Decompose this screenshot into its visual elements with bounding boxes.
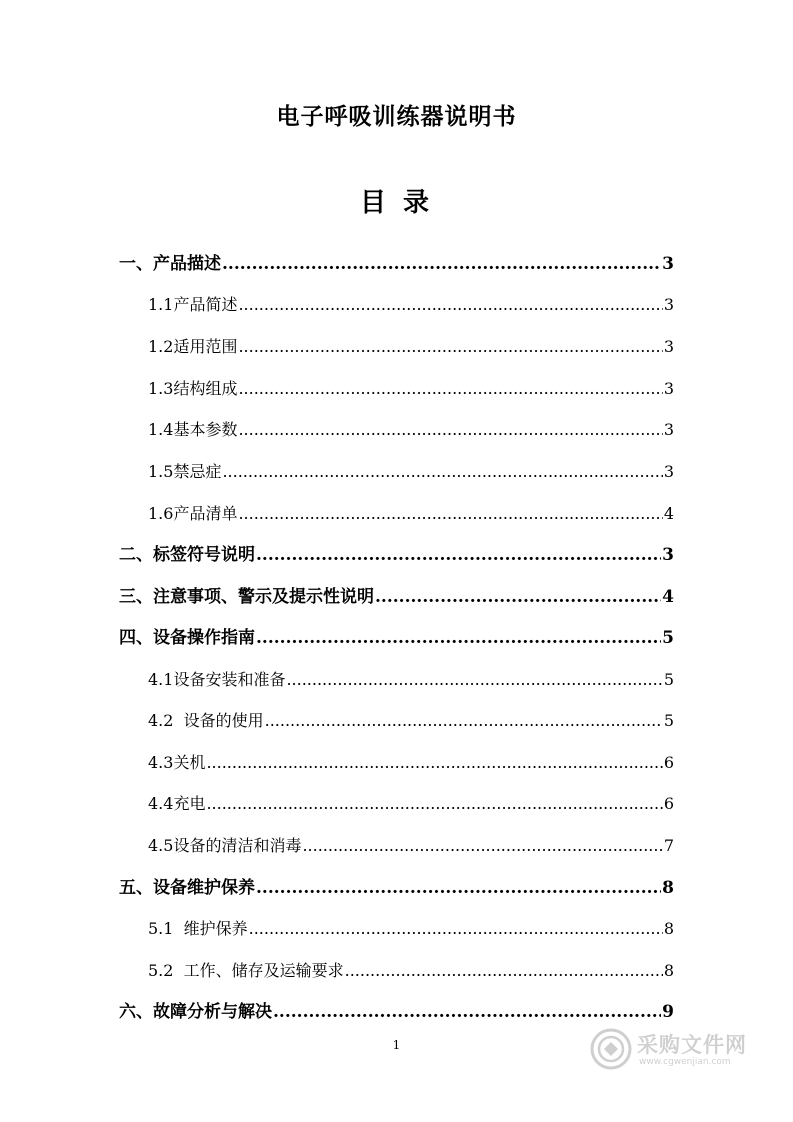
toc-entry-page: 5 <box>662 628 674 648</box>
toc-leader-dots <box>256 542 661 568</box>
toc-leader-dots <box>238 292 662 318</box>
toc-entry-page: 3 <box>662 545 674 565</box>
toc-entry-label: 1.2适用范围 <box>148 337 238 356</box>
toc-entry-page: 4 <box>662 587 674 607</box>
toc-entry[interactable] <box>148 459 674 485</box>
toc-leader-dots <box>286 667 662 693</box>
toc-entry-page: 5 <box>663 711 674 730</box>
toc-entry-label: 四、设备操作指南 <box>119 628 255 648</box>
toc-leader-dots <box>345 958 663 984</box>
toc-entry[interactable] <box>148 916 674 942</box>
toc-entry-page: 6 <box>663 753 674 772</box>
toc-entry[interactable] <box>148 791 674 817</box>
toc-entry-page: 3 <box>663 420 674 439</box>
toc-entry[interactable] <box>148 958 674 984</box>
toc-entry-page: 9 <box>662 1002 674 1022</box>
toc-entry-page: 3 <box>662 254 674 274</box>
toc-leader-dots <box>249 916 663 942</box>
document-title: 电子呼吸训练器说明书 <box>276 103 517 130</box>
toc-leader-dots <box>273 999 661 1025</box>
toc-entry[interactable] <box>119 584 674 610</box>
toc-entry-label: 4.5设备的清洁和消毒 <box>148 836 302 855</box>
toc-leader-dots <box>222 459 662 485</box>
toc-entry-label: 1.1产品简述 <box>148 295 238 314</box>
toc-entry-label: 4.4充电 <box>148 794 206 813</box>
watermark-url: www.cgwenjian.com <box>639 1057 731 1067</box>
toc-leader-dots <box>302 833 662 859</box>
toc-leader-dots <box>238 376 662 402</box>
toc-entry[interactable] <box>148 750 674 776</box>
toc-leader-dots <box>265 708 663 734</box>
toc-entry[interactable] <box>148 376 674 402</box>
toc-entry-page: 8 <box>663 919 674 938</box>
toc-entry-label: 三、注意事项、警示及提示性说明 <box>119 587 374 607</box>
toc-leader-dots <box>256 625 661 651</box>
toc-entry[interactable] <box>148 501 674 527</box>
toc-entry-label: 4.3关机 <box>148 753 206 772</box>
toc-heading: 目 录 <box>359 188 434 218</box>
toc-leader-dots <box>206 750 662 776</box>
toc-entry[interactable] <box>119 625 674 651</box>
toc-entry[interactable] <box>119 999 674 1025</box>
watermark-name: 采购文件网 <box>637 1033 747 1057</box>
toc-entry-label: 六、故障分析与解决 <box>119 1002 272 1022</box>
toc-leader-dots <box>238 501 662 527</box>
toc-leader-dots <box>238 334 662 360</box>
toc-entry[interactable] <box>148 292 674 318</box>
toc-entry-page: 5 <box>663 670 674 689</box>
toc-entry-page: 3 <box>663 295 674 314</box>
toc-entry-page: 4 <box>663 504 674 523</box>
toc-leader-dots <box>238 417 662 443</box>
toc-entry[interactable] <box>148 417 674 443</box>
toc-entry-label: 4.1设备安装和准备 <box>148 670 286 689</box>
toc-entry[interactable] <box>148 334 674 360</box>
toc-entry-label: 4.2 设备的使用 <box>148 711 264 730</box>
toc-entry-label: 1.3结构组成 <box>148 379 238 398</box>
toc-entry-label: 五、设备维护保养 <box>119 878 255 898</box>
toc-entry-label: 1.4基本参数 <box>148 420 238 439</box>
toc-entry[interactable] <box>119 542 674 568</box>
toc-leader-dots <box>222 251 661 277</box>
toc-entry[interactable] <box>148 708 674 734</box>
toc-entry-page: 3 <box>663 379 674 398</box>
toc-entry-label: 一、产品描述 <box>119 254 221 274</box>
toc-entry[interactable] <box>119 875 674 901</box>
toc-entry-label: 1.5禁忌症 <box>148 462 222 481</box>
toc-entry-label: 5.2 工作、储存及运输要求 <box>148 961 344 980</box>
toc-entry-page: 3 <box>663 462 674 481</box>
toc-entry-label: 5.1 维护保养 <box>148 919 248 938</box>
toc-entry-page: 8 <box>663 961 674 980</box>
toc-entry-page: 6 <box>663 794 674 813</box>
toc-entry-label: 二、标签符号说明 <box>119 545 255 565</box>
toc-entry[interactable] <box>148 833 674 859</box>
toc-entry[interactable] <box>119 251 674 277</box>
toc-entry-page: 3 <box>663 337 674 356</box>
toc-entry-page: 8 <box>662 878 674 898</box>
watermark <box>590 1028 760 1072</box>
toc-leader-dots <box>256 875 661 901</box>
watermark-logo-icon <box>590 1028 632 1070</box>
toc-leader-dots <box>375 584 661 610</box>
page-number: 1 <box>392 1038 401 1052</box>
toc-entry-page: 7 <box>663 836 674 855</box>
toc-leader-dots <box>206 791 662 817</box>
toc-entry[interactable] <box>148 667 674 693</box>
toc-entry-label: 1.6产品清单 <box>148 504 238 523</box>
